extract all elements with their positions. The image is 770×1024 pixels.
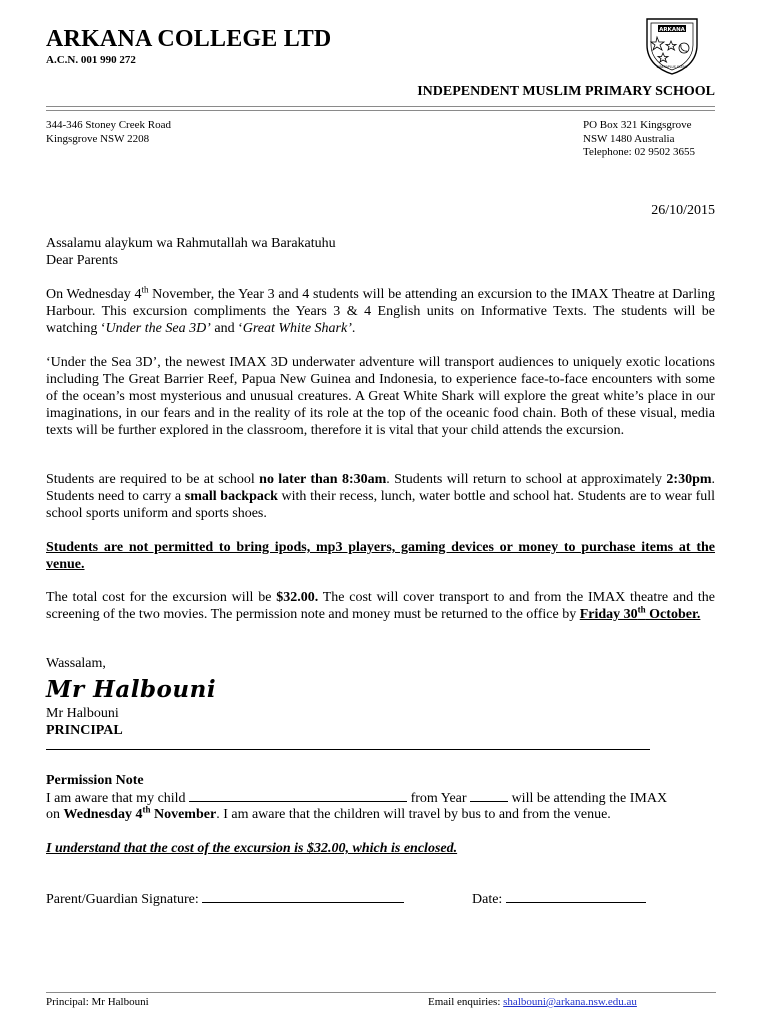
email-link[interactable]: shalbouni@arkana.nsw.edu.au <box>503 996 637 1008</box>
address-line: Kingsgrove NSW 2208 <box>46 132 150 145</box>
paragraph-excursion: On Wednesday 4th November, the Year 3 and 4 students will be attending an excursion to the IMAX Theatre at Darling Harbour. This excursion compliments the Years 3 & 4 English units on Informative Texts. The students will be watching ‘Under the Sea 3D’ and ‘Great White Shark’. <box>46 284 716 336</box>
parent-signature-field[interactable] <box>202 890 404 903</box>
footer-principal: Principal: Mr Halbouni <box>46 996 149 1008</box>
school-crest-logo <box>641 15 703 77</box>
header-divider <box>46 106 715 111</box>
letter-date: 26/10/2015 <box>651 203 715 218</box>
college-title: ARKANA COLLEGE LTD <box>46 26 332 52</box>
street-address <box>46 119 171 146</box>
cost-acknowledgement: I understand that the cost of the excursion is $32.00, which is enclosed. <box>46 841 458 856</box>
school-name: INDEPENDENT MUSLIM PRIMARY SCHOOL <box>417 84 715 99</box>
parent-signature-row: Parent/Guardian Signature: <box>46 890 715 908</box>
acn-number: A.C.N. 001 990 272 <box>46 54 136 66</box>
principal-signature: Mr Halbouni <box>46 676 217 703</box>
signer-title: PRINCIPAL <box>46 723 123 738</box>
greeting-block <box>46 235 715 269</box>
year-field[interactable] <box>470 789 508 802</box>
closing: Wassalam, <box>46 656 106 671</box>
telephone: Telephone: 02 9502 3655 <box>583 146 695 158</box>
permission-line-1: I am aware that my child from Year will be attending the IMAX <box>46 791 668 806</box>
address-line: PO Box 321 Kingsgrove <box>583 119 692 131</box>
address-line: NSW 1480 Australia <box>583 132 675 145</box>
paragraph-movies: ‘Under the Sea 3D’, the newest IMAX 3D underwater adventure will transport audiences to uniquely exotic locations including The Great Barrier Reef, Papua New Guinea and Indonesia, to experience face-to-face encounters with some of the ocean’s most mysterious and unusual creatures. A Great White Shark will explore the great white’s place in our imaginations, in our fears and in the reality of its role at the top of the oceanic food chain. Both of these visual, media texts will be further explored in the classroom, therefore it is vital that your child attends the excursion. <box>46 355 715 438</box>
salutation: Dear Parents <box>46 253 118 268</box>
footer-email-block: Email enquiries: shalbouni@arkana.nsw.edu.au <box>428 996 637 1008</box>
paragraph-prohibited-items: Students are not permitted to bring ipods, mp3 players, gaming devices or money to purchase items at the venue. <box>46 540 715 572</box>
signer-block <box>46 705 715 739</box>
signer-name: Mr Halbouni <box>46 706 119 721</box>
date-field[interactable] <box>506 890 646 903</box>
paragraph-times: Students are required to be at school no later than 8:30am. Students will return to school at approximately 2:30pm. Students need to carry a small backpack with their recess, lunch, water bottle and school hat. Students are to wear full school sports uniform and sports shoes. <box>46 472 716 521</box>
logo-text-top: ARKANA <box>659 26 685 33</box>
child-name-field[interactable] <box>189 789 407 802</box>
paragraph-cost: The total cost for the excursion will be $32.00. The cost will cover transport to and from the IMAX theatre and the screening of the two movies. The permission note and money must be returned to the office by Friday 30th October. <box>46 590 715 622</box>
date-row: Date: <box>472 890 672 908</box>
footer-divider <box>46 992 716 993</box>
permission-title: Permission Note <box>46 773 144 788</box>
islamic-greeting: Assalamu alaykum wa Rahmutallah wa Barakatuhu <box>46 236 336 251</box>
postal-address <box>583 119 695 160</box>
permission-line-2: on Wednesday 4th November. I am aware that the children will travel by bus to and from the venue. <box>46 804 611 822</box>
cut-line <box>46 749 650 750</box>
address-line: 344-346 Stoney Creek Road <box>46 119 171 131</box>
logo-text-bottom: SIBERAPLUS SCENE <box>656 65 688 69</box>
